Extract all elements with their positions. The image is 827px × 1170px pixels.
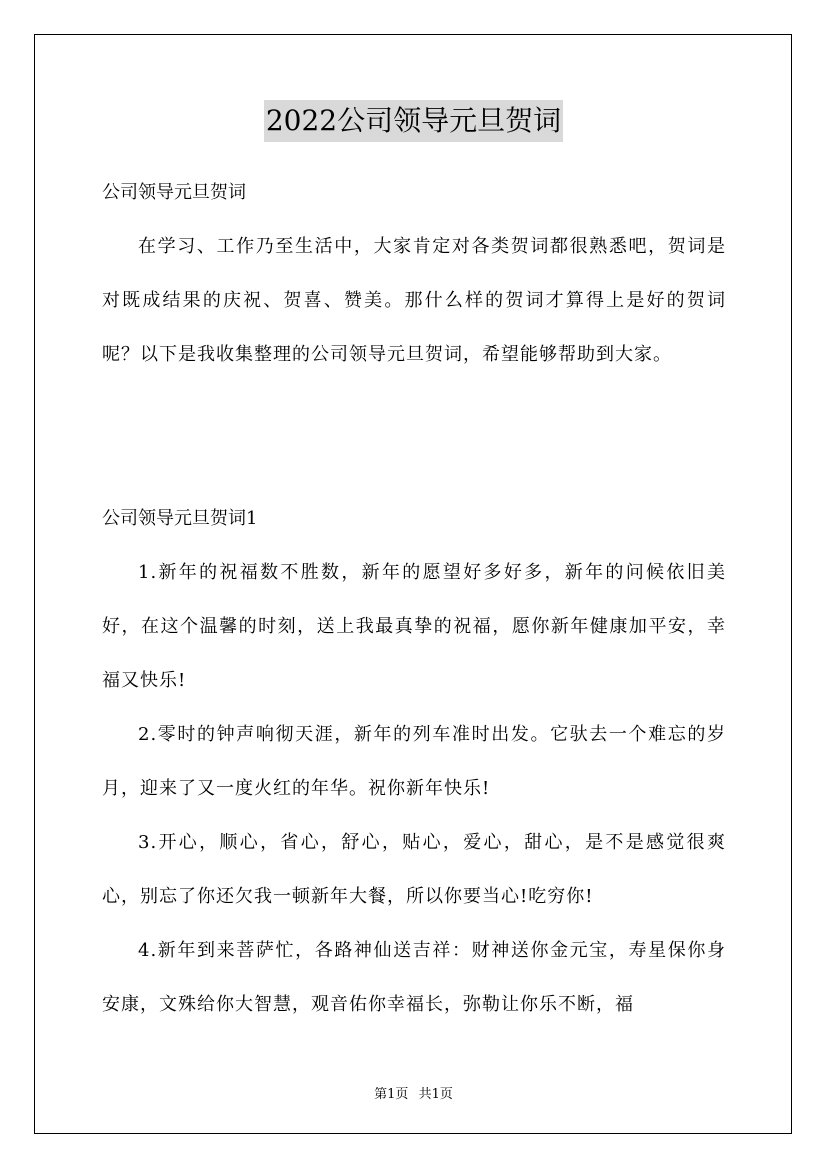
greeting-item-4: 4.新年到来菩萨忙，各路神仙送吉祥：财神送你金元宝，寿星保你身安康，文殊给你大智慧，观音佑你幸福长，弥勒让你乐不断，福 [102, 940, 726, 1015]
section-heading: 公司领导元旦贺词1 [102, 508, 258, 529]
document-heading: 公司领导元旦贺词 [102, 182, 246, 203]
intro-paragraph: 在学习、工作乃至生活中，大家肯定对各类贺词都很熟悉吧，贺词是对既成结果的庆祝、贺喜、赞美。那什么样的贺词才算得上是好的贺词呢？以下是我收集整理的公司领导元旦贺词，希望能够帮助到大家。 [102, 236, 726, 365]
greeting-item-3: 3.开心，顺心，省心，舒心，贴心，爱心，甜心，是不是感觉很爽心，别忘了你还欠我一顿新年大餐，所以你要当心!吃穷你! [102, 832, 726, 907]
title-container [0, 100, 827, 142]
document-title: 2022公司领导元旦贺词 [264, 100, 563, 142]
page-total: 共1页 [418, 1087, 453, 1102]
greeting-item-1: 1.新年的祝福数不胜数，新年的愿望好多好多，新年的问候依旧美好，在这个温馨的时刻，送上我最真挚的祝福，愿你新年健康加平安，幸福又快乐! [102, 562, 726, 691]
page-number: 第1页 [374, 1087, 409, 1102]
page-footer [0, 1083, 827, 1102]
greeting-item-2: 2.零时的钟声响彻天涯，新年的列车准时出发。它驮去一个难忘的岁月，迎来了又一度火红的年华。祝你新年快乐! [102, 724, 726, 799]
